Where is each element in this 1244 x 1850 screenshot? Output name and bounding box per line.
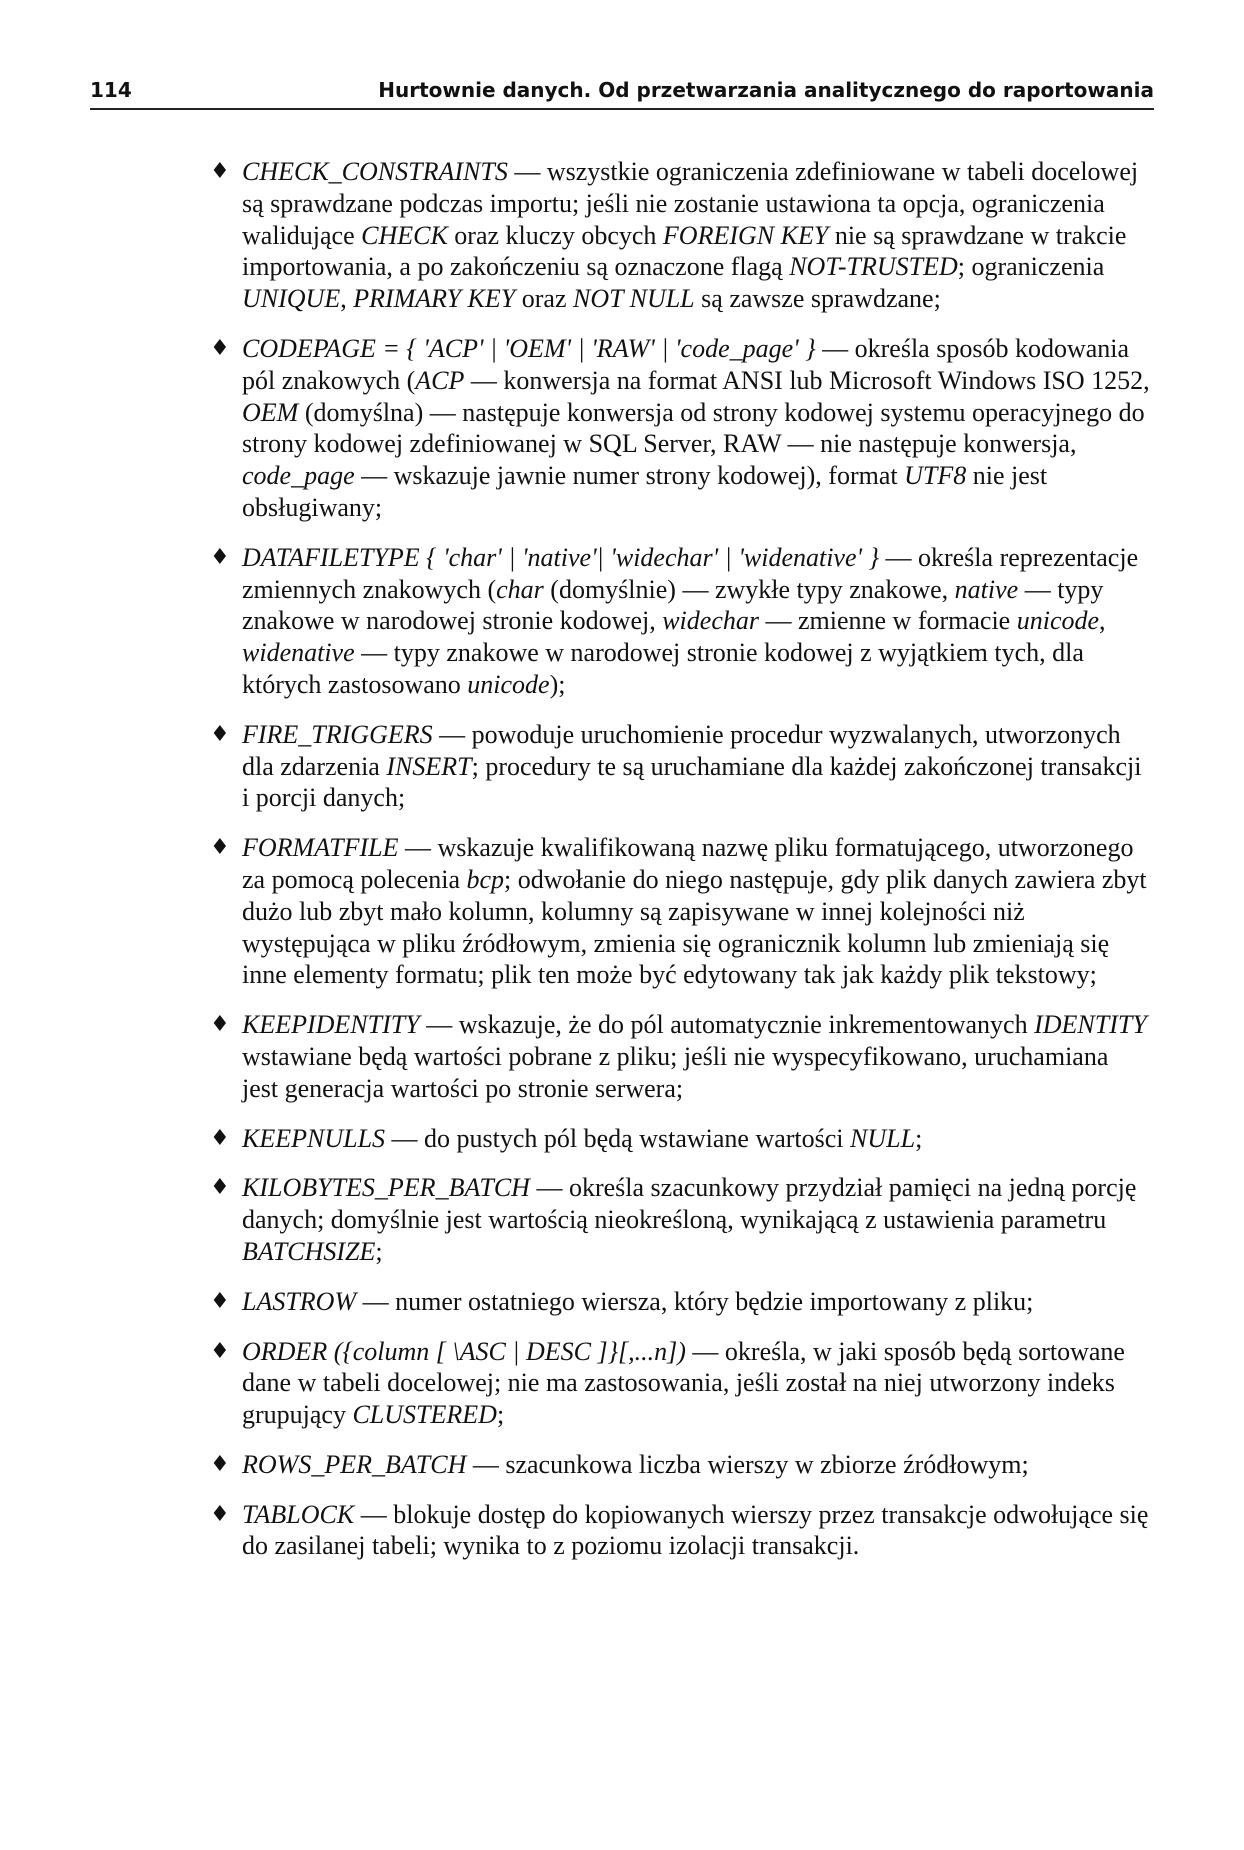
running-title: Hurtownie danych. Od przetwarzania analitycznego do raportowania [378,78,1154,102]
description-text: oraz [515,284,573,314]
list-item [210,832,1150,991]
option-term: ROWS_PER_BATCH [242,1449,467,1479]
list-item [210,1123,1150,1155]
list-item [210,1009,1150,1104]
italic-term: NOT NULL [573,284,695,314]
italic-term: UTF8 [904,461,967,491]
description-text: — określa, w jaki sposób będą sortowane dane w tabeli docelowej; nie ma zastosowania, jeśli został na niej utworzony indeks grupujący [242,1336,1125,1430]
italic-term: unicode [1016,606,1100,636]
description-text: , [1099,606,1106,636]
italic-term: widenative [242,638,355,668]
description-text: ; procedury te są uruchamiane dla każdej zakończonej transakcji i porcji danych; [242,751,1142,813]
list-item [210,1172,1150,1267]
list-item [210,333,1150,524]
italic-term: CLUSTERED [352,1400,497,1430]
option-description [466,1450,1028,1479]
description-text: — wskazuje, że do pól automatycznie inkrementowanych [419,1010,1035,1040]
description-text: — typy znakowe w narodowej stronie kodowej, [242,574,1104,636]
italic-term: OEM [242,397,299,427]
italic-term: code_page [242,461,355,491]
option-term: TABLOCK [242,1499,355,1529]
italic-term: unicode [467,669,550,699]
description-text: oraz kluczy obcych [447,220,663,250]
italic-term: NULL [850,1123,916,1153]
page-header [90,72,1154,110]
italic-term: widechar [662,606,759,636]
italic-term: UNIQUE [242,284,341,314]
description-text: (domyślnie) — zwykłe typy znakowe, [543,574,955,604]
option-description [242,1500,1148,1561]
option-term: CODEPAGE = { 'ACP' | 'OEM' | 'RAW' | 'code_page' } [242,333,816,363]
italic-term: FOREIGN KEY [662,220,829,250]
description-text: — zmienne w formacie [758,606,1017,636]
description-text: są zawsze sprawdzane; [694,284,941,314]
list-item [210,1499,1150,1563]
italic-term: char [496,574,544,604]
description-text: — konwersja na format ANSI lub Microsoft Windows ISO 1252, [464,365,1150,395]
italic-term: BATCHSIZE [242,1236,376,1266]
italic-term: IDENTITY [1034,1010,1147,1040]
description-text: — typy znakowe w narodowej stronie kodowej z wyjątkiem tych, dla których zastosowano [242,638,1084,699]
italic-term: CHECK [361,220,448,250]
description-text: — blokuje dostęp do kopiowanych wierszy przez transakcje odwołujące się do zasilanej tabeli; wynika to z poziomu izolacji transakcji. [242,1499,1149,1561]
option-description [385,1124,922,1153]
option-term: KILOBYTES_PER_BATCH [242,1173,530,1203]
italic-term: bcp [466,864,505,894]
option-term: KEEPNULLS [242,1123,386,1153]
description-text: — określa szacunkowy przydział pamięci na jedną porcję danych; domyślnie jest wartością nieokreśloną, wynikającą z ustawienia parametru [242,1173,1137,1235]
option-list [210,156,1150,1580]
option-description [356,1287,1033,1316]
list-item [210,719,1150,814]
list-item [210,156,1150,315]
list-item [210,542,1150,701]
description-text: ; ograniczenia [957,252,1105,282]
description-text: ; [496,1400,505,1430]
description-text: wstawiane będą wartości pobrane z pliku; jeśli nie wyspecyfikowano, uruchamiana jest generacja wartości po stronie serwera; [242,1041,1109,1103]
description-text: , [340,284,354,314]
italic-term: NOT-TRUSTED [789,252,958,282]
option-term: LASTROW [242,1286,357,1316]
description-text: — numer ostatniego wiersza, który będzie importowany z pliku; [356,1286,1034,1316]
list-item [210,1336,1150,1431]
option-term: ORDER ({column [ \ASC | DESC ]}[,...n]) [242,1336,686,1366]
description-text: ); [549,669,566,699]
option-term: FORMATFILE [242,833,399,863]
option-term: CHECK_CONSTRAINTS [242,157,508,186]
description-text: — do pustych pól będą wstawiane wartości [385,1123,851,1153]
description-text: (domyślna) — następuje konwersja od strony kodowej systemu operacyjnego do strony kodowej zdefiniowanej w SQL Server, RAW — nie następuje konwersja, [242,397,1145,459]
list-item [210,1449,1150,1481]
description-text: — szacunkowa liczba wierszy w zbiorze źródłowym; [466,1449,1029,1479]
description-text: nie są sprawdzane w trakcie importowania, a po zakończeniu są oznaczone flagą [242,220,1127,282]
italic-term: PRIMARY KEY [353,284,516,314]
description-text: ; [915,1123,923,1153]
description-text: — określa reprezentacje zmiennych znakowych ( [242,542,1139,604]
page-number: 114 [90,78,132,102]
option-term: KEEPIDENTITY [242,1010,420,1040]
description-text: — wskazuje jawnie numer strony kodowej), format [354,461,905,491]
italic-term: INSERT [386,751,472,781]
italic-term: native [954,574,1019,604]
description-text: ; odwołanie do niego następuje, gdy plik danych zawiera zbyt dużo lub zbyt mało kolumn, kolumny są zapisywane w innej kolejności niż występująca w pliku źródłowym, zmienia się ogranicznik kolumn lub zmieniają się inne elementy formatu; plik ten może być edytowany tak jak każdy plik tekstowy; [242,864,1147,990]
description-text: — określa sposób kodowania pól znakowych ( [242,333,1130,395]
description-text: — wskazuje kwalifikowaną nazwę pliku formatującego, utworzonego za pomocą polecenia [242,833,1134,894]
description-text: ; [375,1236,383,1266]
italic-term: ACP [415,365,465,395]
option-term: DATAFILETYPE { 'char' | 'native'| 'widechar' | 'widenative' } [242,542,879,572]
description-text: — powoduje uruchomienie procedur wyzwalanych, utworzonych dla zdarzenia [242,719,1121,781]
description-text: — wszystkie ograniczenia zdefiniowane w tabeli docelowej są sprawdzane podczas importu; jeśli nie zostanie ustawiona ta opcja, ograniczenia walidujące [242,157,1139,250]
option-term: FIRE_TRIGGERS [242,719,433,749]
list-item [210,1286,1150,1318]
description-text: nie jest obsługiwany; [242,461,1048,522]
